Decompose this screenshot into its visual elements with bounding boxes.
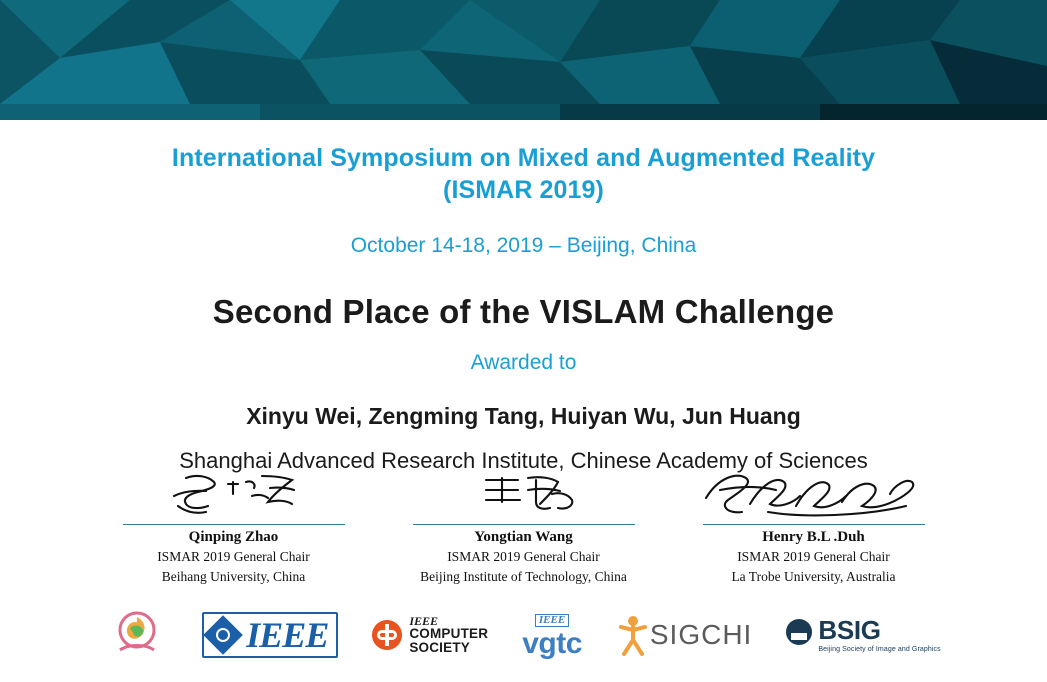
awarded-to-label: Awarded to	[470, 351, 577, 374]
sigchi-logo	[616, 606, 752, 664]
csig-logo	[106, 606, 168, 664]
handwritten-signature-icon	[669, 468, 959, 524]
signature-block-3	[669, 468, 959, 586]
certificate-body	[0, 120, 1047, 474]
cs-ieee-label: IEEE	[409, 613, 439, 628]
cs-computer-label: COMPUTER	[409, 626, 489, 642]
conference-title	[0, 142, 1047, 206]
signature-rule-3	[703, 524, 925, 525]
signature-block-1	[89, 468, 379, 586]
sigchi-figure-icon	[616, 614, 650, 656]
bsig-logo	[786, 606, 940, 664]
signature-row	[0, 468, 1047, 586]
ieee-computer-society-logo	[372, 606, 488, 664]
header-banner	[0, 0, 1047, 120]
ieee-logo	[202, 606, 338, 664]
sponsor-logo-row	[0, 600, 1047, 670]
recipient-names: Xinyu Wei, Zengming Tang, Huiyan Wu, Jun Huang	[246, 403, 801, 429]
bsig-sublabel: Beijing Society of Image and Graphics	[818, 645, 941, 653]
vgtc-wordmark: vgtc	[522, 627, 582, 660]
low-poly-pattern-icon	[0, 0, 1047, 120]
sigchi-wordmark: SIGCHI	[649, 619, 753, 650]
signature-rule-2	[413, 524, 635, 525]
handwritten-signature-icon	[379, 468, 669, 524]
signatory-institution-3: La Trobe University, Australia	[731, 568, 896, 584]
vgtc-logo	[522, 606, 582, 664]
vgtc-ieee-label: IEEE	[535, 614, 569, 627]
ieee-diamond-icon	[203, 615, 243, 655]
signatory-role-1: ISMAR 2019 General Chair	[157, 549, 310, 564]
csig-emblem-icon	[106, 610, 168, 660]
signatory-role-3: ISMAR 2019 General Chair	[737, 549, 890, 564]
signatory-name-1: Qinping Zhao	[188, 529, 279, 545]
recipient-affiliation: Shanghai Advanced Research Institute, Chinese Academy of Sciences	[179, 448, 868, 473]
award-title: Second Place of the VISLAM Challenge	[212, 293, 835, 330]
bsig-mark-icon	[786, 619, 812, 645]
signatory-institution-1: Beihang University, China	[161, 568, 306, 584]
conference-title-line1: International Symposium on Mixed and Augmented Reality	[171, 144, 876, 172]
ieee-wordmark: IEEE	[246, 615, 329, 655]
conference-date-location: October 14-18, 2019 – Beijing, China	[350, 234, 697, 257]
signatory-name-3: Henry B.L .Duh	[762, 529, 865, 545]
computer-society-mark-icon	[372, 620, 402, 650]
cs-society-label: SOCIETY	[409, 640, 470, 656]
conference-title-line2: (ISMAR 2019)	[443, 176, 604, 204]
signature-rule-1	[123, 524, 345, 525]
signature-block-2	[379, 468, 669, 586]
bsig-wordmark: BSIG	[818, 614, 881, 645]
signatory-name-2: Yongtian Wang	[474, 529, 573, 545]
signatory-role-2: ISMAR 2019 General Chair	[447, 549, 600, 564]
signatory-institution-2: Beijing Institute of Technology, China	[420, 568, 627, 584]
handwritten-signature-icon	[89, 468, 379, 524]
